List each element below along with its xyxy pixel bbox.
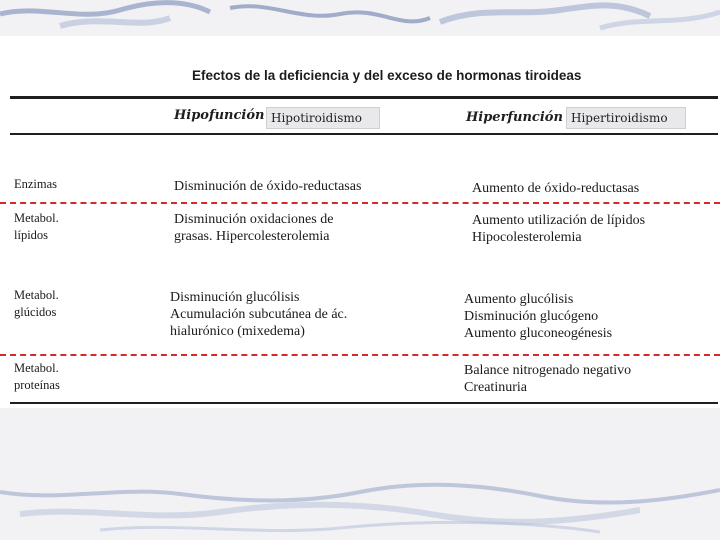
bottom-decoration [0,478,720,540]
rule-bottom [10,402,718,404]
row-label-lipidos: Metabol. lípidos [14,211,59,242]
hypo-column-label: Hipotiroidismo [266,107,380,129]
cell-proteinas-hyper: Balance nitrogenado negativo Creatinuria [464,363,632,395]
cell-lipidos-hypo: Disminución oxidaciones de grasas. Hipercolesterolemia [174,212,334,244]
highlight-dash-line [0,202,720,204]
cell-enzimas-hypo: Disminución de óxido-reductasas [174,179,362,194]
table-title: Efectos de la deficiencia y del exceso de hormonas tiroideas [192,68,582,83]
rule-header [10,133,718,135]
top-decoration [0,0,720,36]
cell-glucidos-hypo: Disminución glucólisis Acumulación subcutánea de ác. hialurónico (mixedema) [170,290,348,339]
highlight-dash-line [0,354,720,356]
row-label-proteinas: Metabol. proteínas [14,361,60,392]
row-label-glucidos: Metabol. glúcidos [14,288,59,319]
rule-top [10,96,718,99]
cell-lipidos-hyper: Aumento utilización de lípidos Hipocolesterolemia [472,213,646,245]
hyper-column-label: Hipertiroidismo [566,107,686,129]
cell-enzimas-hyper: Aumento de óxido-reductasas [472,181,640,196]
cell-glucidos-hyper: Aumento glucólisis Disminución glucógeno Aumento gluconeogénesis [464,292,613,341]
hyper-column-heading: Hiperfunción [466,110,563,125]
hypo-column-heading: Hipofunción [174,108,265,123]
row-label-enzimas: Enzimas [14,177,58,191]
